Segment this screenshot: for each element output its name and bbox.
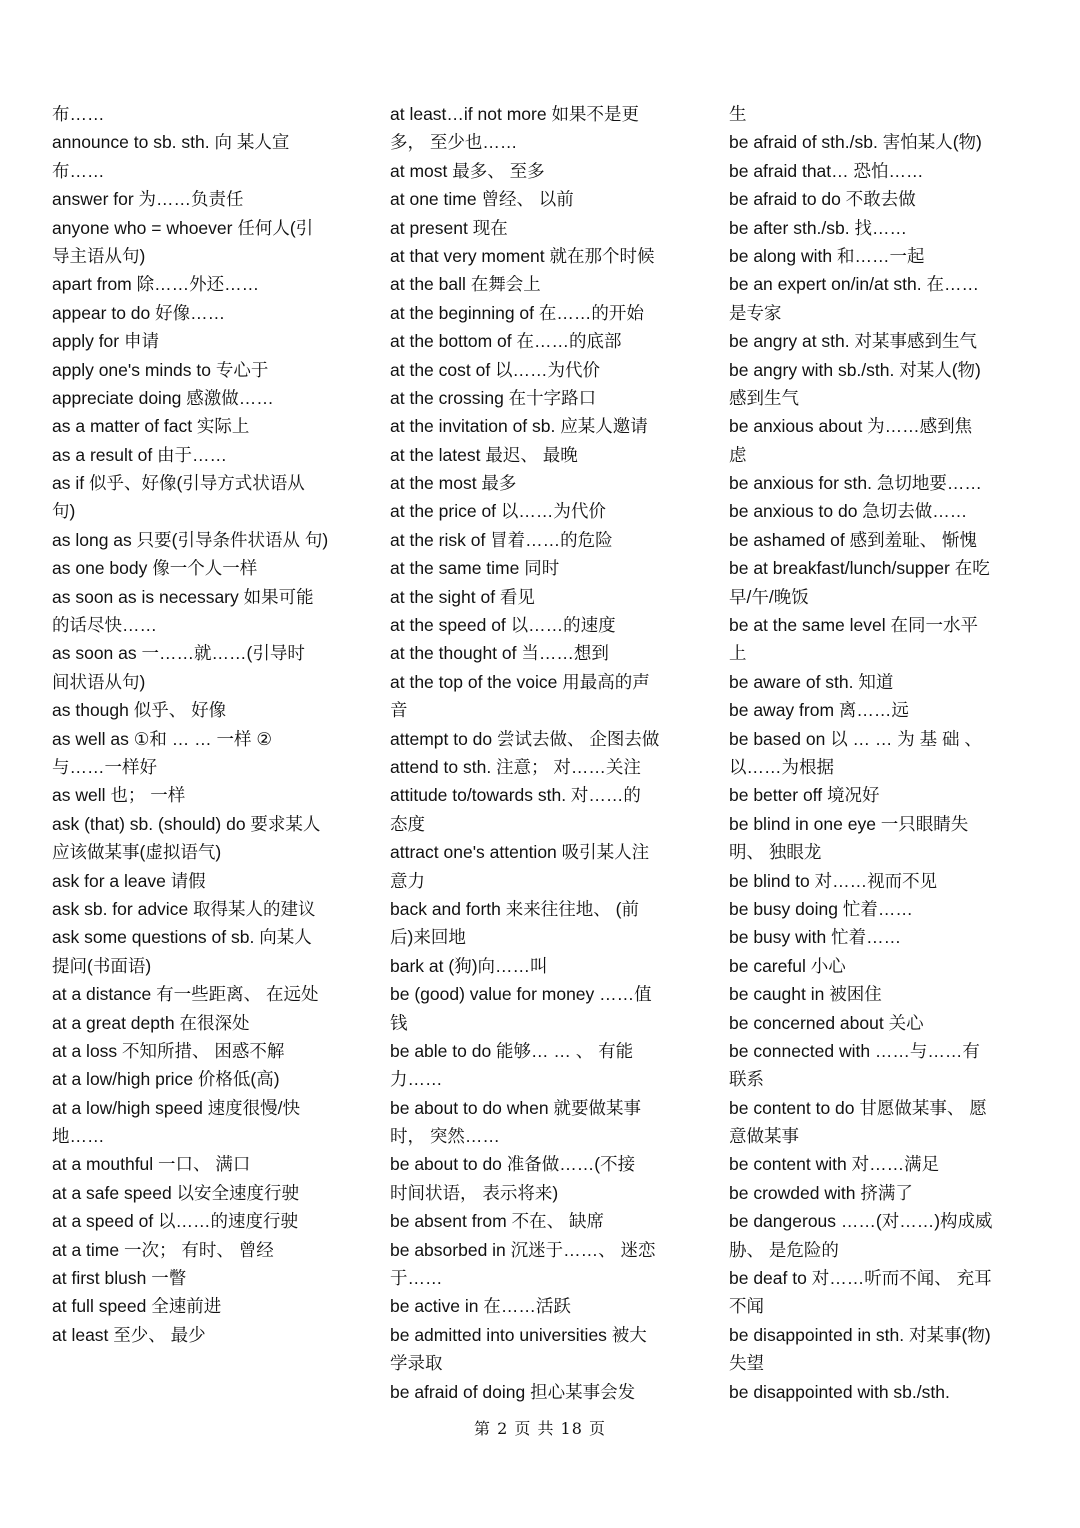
- vocab-line: 于……: [390, 1268, 443, 1289]
- vocab-line: be connected with ……与……有: [729, 1040, 980, 1061]
- column-left: [52, 100, 352, 1349]
- vocab-line: at a great depth 在很深处: [52, 1012, 250, 1033]
- vocab-line: 钱: [390, 1012, 408, 1033]
- footer-label-end: 页: [589, 1419, 607, 1438]
- vocab-line: at the most 最多: [390, 473, 517, 494]
- vocab-line: be along with 和……一起: [729, 245, 925, 266]
- vocab-line: 失望: [729, 1353, 764, 1374]
- vocab-line: be admitted into universities 被大: [390, 1324, 647, 1345]
- vocab-line: 导主语从句): [52, 245, 146, 266]
- vocab-line: at the risk of 冒着……的危险: [390, 529, 613, 550]
- vocab-line: 时， 突然……: [390, 1126, 500, 1147]
- vocab-line: at first blush 一瞥: [52, 1268, 187, 1289]
- vocab-line: be better off 境况好: [729, 785, 880, 806]
- vocab-line: at the invitation of sb. 应某人邀请: [390, 416, 648, 437]
- vocab-line: be afraid that… 恐怕……: [729, 160, 924, 181]
- vocab-line: attitude to/towards sth. 对……的: [390, 785, 641, 806]
- vocab-line: be angry at sth. 对某事感到生气: [729, 331, 977, 352]
- vocab-line: at a loss 不知所措、 困惑不解: [52, 1040, 285, 1061]
- vocab-line: at the thought of 当……想到: [390, 643, 609, 664]
- vocab-line: at one time 曾经、 以前: [390, 189, 574, 210]
- vocab-line: be able to do 能够… … 、 有能: [390, 1040, 634, 1061]
- vocab-line: be afraid of doing 担心某事会发: [390, 1381, 636, 1402]
- vocab-line: ask (that) sb. (should) do 要求某人: [52, 813, 321, 834]
- vocab-line: 应该做某事(虚拟语气): [52, 842, 222, 863]
- vocab-line: appear to do 好像……: [52, 302, 226, 323]
- vocab-line: 学录取: [390, 1353, 443, 1374]
- vocab-line: 多， 至少也……: [390, 132, 518, 153]
- vocab-line: at full speed 全速前进: [52, 1296, 222, 1317]
- vocab-line: 胁、 是危险的: [729, 1239, 839, 1260]
- vocab-line: answer for 为……负责任: [52, 189, 244, 210]
- vocab-line: 音: [390, 700, 408, 721]
- vocab-line: be at the same level 在同一水平: [729, 615, 978, 636]
- vocab-line: at the latest 最迟、 最晚: [390, 444, 578, 465]
- vocab-line: apply for 申请: [52, 331, 159, 352]
- vocab-line: announce to sb. sth. 向 某人宣: [52, 132, 290, 153]
- vocab-line: 布……: [52, 104, 105, 124]
- footer-label-page: 第: [473, 1419, 491, 1438]
- vocab-line: back and forth 来来往往地、 (前: [390, 898, 639, 919]
- vocab-line: 时间状语， 表示将来): [390, 1182, 559, 1203]
- vocab-line: be careful 小心: [729, 955, 846, 976]
- vocab-line: 力……: [390, 1069, 443, 1090]
- vocab-line: 意做某事: [729, 1126, 799, 1147]
- vocab-line: at least 至少、 最少: [52, 1324, 206, 1345]
- vocab-line: at the beginning of 在……的开始: [390, 302, 644, 323]
- vocab-line: be about to do when 就要做某事: [390, 1097, 641, 1118]
- vocab-line: as long as 只要(引导条件状语从 句): [52, 529, 329, 550]
- vocab-line: at a speed of 以……的速度行驶: [52, 1211, 299, 1232]
- column-middle: [390, 100, 690, 1406]
- vocab-line: as one body 像一个人一样: [52, 558, 258, 579]
- vocab-line: be at breakfast/lunch/supper 在吃: [729, 558, 990, 579]
- vocab-line: be absorbed in 沉迷于……、 迷恋: [390, 1239, 656, 1260]
- vocab-line: ask sb. for advice 取得某人的建议: [52, 898, 316, 919]
- vocab-line: bark at (狗)向……叫: [390, 955, 548, 976]
- vocab-line: 的话尽快……: [52, 615, 157, 636]
- vocab-line: be based on 以 … … 为 基 础 、: [729, 728, 982, 749]
- vocab-line: attend to sth. 注意； 对……关注: [390, 756, 641, 777]
- vocab-line: apply one's minds to 专心于: [52, 359, 269, 380]
- vocab-line: be aware of sth. 知道: [729, 671, 894, 692]
- vocab-line: as though 似乎、 好像: [52, 700, 227, 721]
- vocab-line: be caught in 被困住: [729, 984, 882, 1005]
- vocab-line: as a matter of fact 实际上: [52, 416, 250, 437]
- vocab-line: be dangerous ……(对……)构成威: [729, 1211, 993, 1232]
- vocab-line: as a result of 由于……: [52, 444, 228, 465]
- vocab-line: be absent from 不在、 缺席: [390, 1211, 604, 1232]
- vocab-line: 生: [729, 104, 747, 124]
- vocab-line: at that very moment 就在那个时候: [390, 245, 655, 266]
- vocab-line: be disappointed with sb./sth.: [729, 1381, 950, 1402]
- vocab-line: at the bottom of 在……的底部: [390, 331, 622, 352]
- vocab-line: 与……一样好: [52, 756, 157, 777]
- vocab-line: at the speed of 以……的速度: [390, 615, 616, 636]
- vocab-line: be concerned about 关心: [729, 1012, 924, 1033]
- vocab-line: 提问(书面语): [52, 955, 152, 976]
- vocab-line: at the ball 在舞会上: [390, 274, 541, 295]
- vocab-line: be blind in one eye 一只眼睛失: [729, 813, 969, 834]
- vocab-line: 上: [729, 643, 747, 664]
- vocab-line: at a low/high price 价格低(高): [52, 1069, 280, 1090]
- vocab-line: 明、 独眼龙: [729, 842, 822, 863]
- vocab-line: 感到生气: [729, 387, 799, 408]
- vocab-line: at a distance 有一些距离、 在远处: [52, 984, 319, 1005]
- vocab-line: as well as ①和 … … 一样 ②: [52, 728, 273, 749]
- vocab-line: as well 也； 一样: [52, 785, 186, 806]
- vocab-line: at least…if not more 如果不是更: [390, 104, 639, 124]
- vocab-line: 意力: [390, 870, 425, 891]
- vocab-line: 间状语从句): [52, 671, 146, 692]
- vocab-line: be blind to 对……视而不见: [729, 870, 938, 891]
- vocab-line: at present 现在: [390, 217, 508, 238]
- vocab-line: at the top of the voice 用最高的声: [390, 671, 650, 692]
- vocab-line: be anxious about 为……感到焦: [729, 416, 973, 437]
- vocab-line: at a safe speed 以安全速度行驶: [52, 1182, 300, 1203]
- vocab-line: 布……: [52, 160, 105, 181]
- vocab-line: at a mouthful 一口、 满口: [52, 1154, 251, 1175]
- vocab-line: be about to do 准备做……(不接: [390, 1154, 636, 1175]
- vocab-line: at a time 一次； 有时、 曾经: [52, 1239, 274, 1260]
- vocab-line: 地……: [52, 1126, 105, 1147]
- vocab-line: be crowded with 挤满了: [729, 1182, 913, 1203]
- vocab-line: be anxious to do 急切去做……: [729, 501, 968, 522]
- vocab-line: be deaf to 对……听而不闻、 充耳: [729, 1268, 992, 1289]
- vocab-line: be ashamed of 感到羞耻、 惭愧: [729, 529, 977, 550]
- vocab-line: anyone who = whoever 任何人(引: [52, 217, 314, 238]
- vocab-line: 虑: [729, 444, 747, 465]
- vocab-line: be an expert on/in/at sth. 在……: [729, 274, 979, 295]
- vocab-line: be busy doing 忙着……: [729, 898, 913, 919]
- vocab-line: 句): [52, 501, 76, 522]
- vocab-line: 后)来回地: [390, 927, 466, 948]
- vocab-line: attempt to do 尝试去做、 企图去做: [390, 728, 660, 749]
- vocab-line: at the crossing 在十字路口: [390, 387, 597, 408]
- vocab-line: 不闻: [729, 1296, 764, 1317]
- vocab-line: be afraid of sth./sb. 害怕某人(物): [729, 132, 982, 153]
- vocab-line: at the sight of 看见: [390, 586, 535, 607]
- page-footer: [0, 1416, 1080, 1439]
- footer-total-pages: 18: [560, 1419, 583, 1438]
- vocab-line: 联系: [729, 1069, 764, 1090]
- vocab-line: ask some questions of sb. 向某人: [52, 927, 312, 948]
- vocab-line: at a low/high speed 速度很慢/快: [52, 1097, 301, 1118]
- vocab-line: be away from 离……远: [729, 700, 909, 721]
- vocab-line: at the cost of 以……为代价: [390, 359, 601, 380]
- vocab-line: apart from 除……外还……: [52, 274, 260, 295]
- vocab-line: at the same time 同时: [390, 558, 560, 579]
- vocab-line: 早/午/晚饭: [729, 586, 809, 607]
- vocab-line: be angry with sb./sth. 对某人(物): [729, 359, 981, 380]
- footer-label-of: 页 共: [514, 1419, 555, 1438]
- vocab-line: be active in 在……活跃: [390, 1296, 571, 1317]
- vocab-line: be after sth./sb. 找……: [729, 217, 907, 238]
- vocab-line: as soon as is necessary 如果可能: [52, 586, 314, 607]
- vocab-line: as if 似乎、好像(引导方式状语从: [52, 473, 305, 494]
- vocab-line: be disappointed in sth. 对某事(物): [729, 1324, 991, 1345]
- vocab-line: 态度: [390, 813, 425, 834]
- vocab-line: be anxious for sth. 急切地要……: [729, 473, 982, 494]
- vocab-line: be busy with 忙着……: [729, 927, 902, 948]
- vocab-line: at the price of 以……为代价: [390, 501, 606, 522]
- vocab-line: as soon as 一……就……(引导时: [52, 643, 305, 664]
- vocab-line: at most 最多、 至多: [390, 160, 545, 181]
- vocab-line: be content with 对……满足: [729, 1154, 940, 1175]
- vocab-line: be (good) value for money ……值: [390, 984, 652, 1005]
- vocab-line: be content to do 甘愿做某事、 愿: [729, 1097, 987, 1118]
- vocab-line: appreciate doing 感激做……: [52, 387, 274, 408]
- vocab-line: attract one's attention 吸引某人注: [390, 842, 650, 863]
- footer-page-number: 2: [497, 1419, 509, 1438]
- vocab-line: be afraid to do 不敢去做: [729, 189, 916, 210]
- vocab-line: 以……为根据: [729, 756, 834, 777]
- vocab-line: 是专家: [729, 302, 782, 323]
- column-right: [729, 100, 1029, 1406]
- vocab-line: ask for a leave 请假: [52, 870, 206, 891]
